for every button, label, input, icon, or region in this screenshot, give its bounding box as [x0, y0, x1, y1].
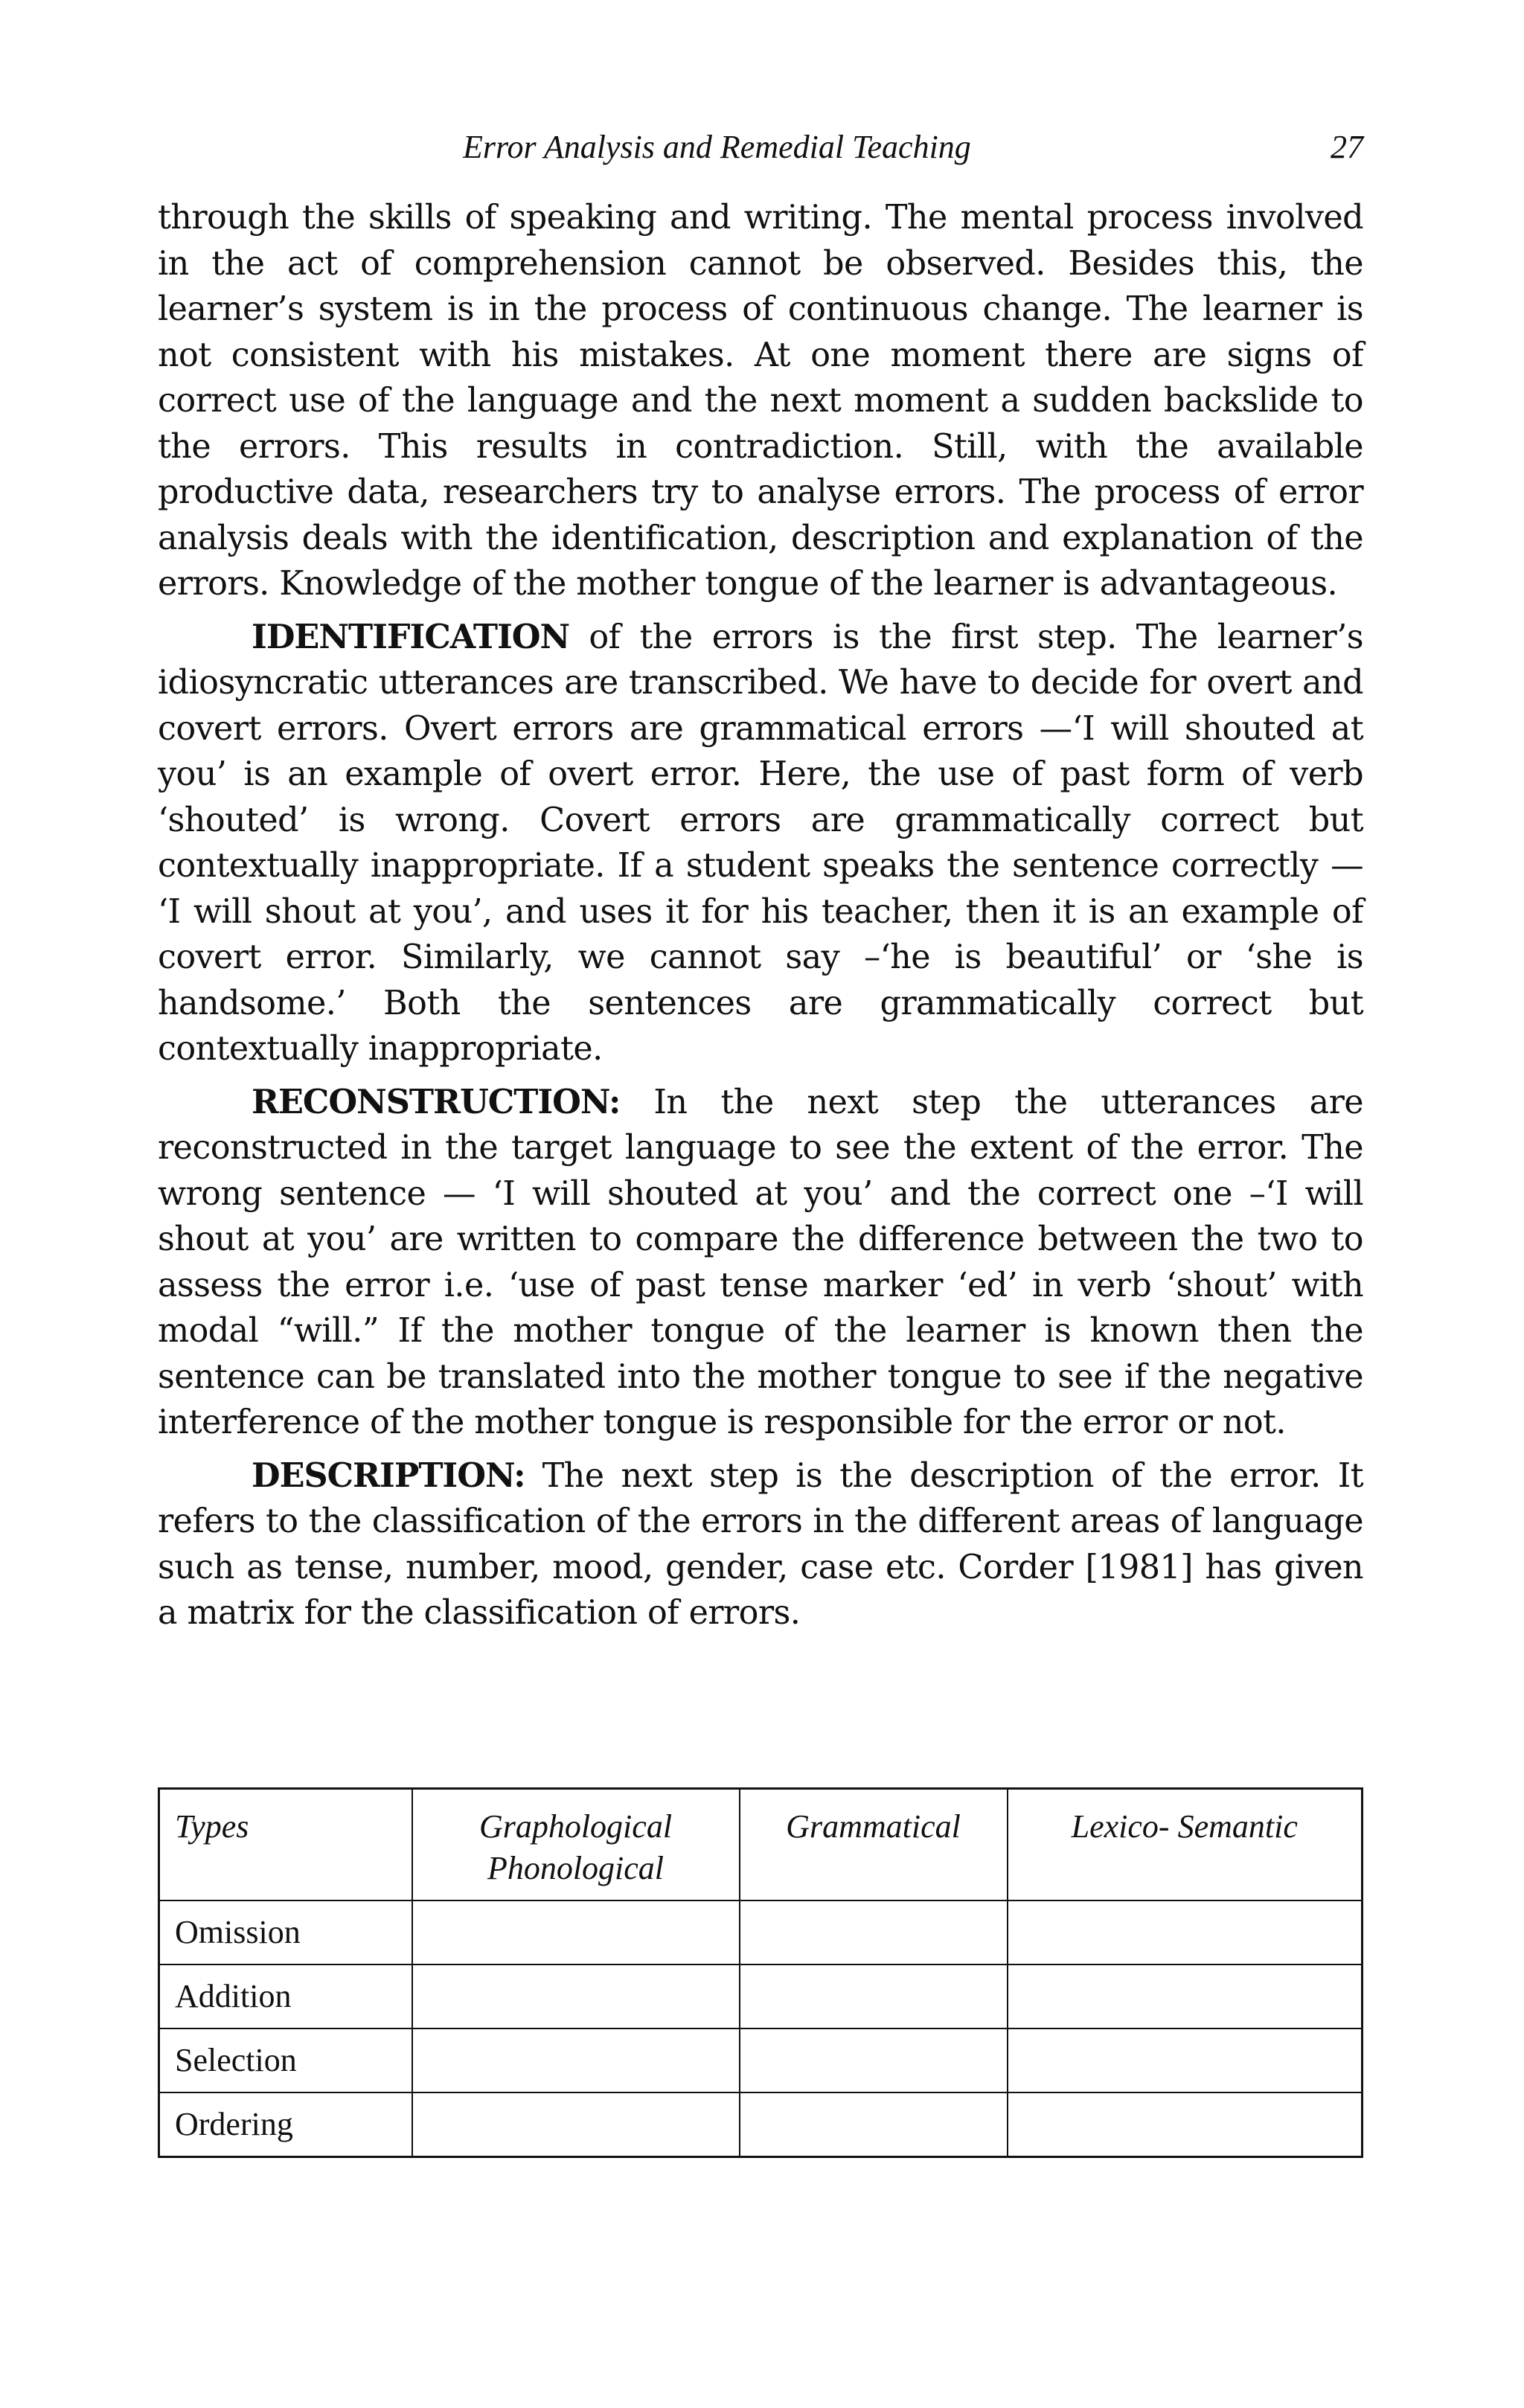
table-cell: [1008, 2092, 1363, 2157]
table-row: [159, 2092, 1363, 2157]
matrix-header-row: [159, 1789, 1363, 1901]
table-row: [159, 2028, 1363, 2092]
table-cell: [1008, 2028, 1363, 2092]
table-cell: [740, 1901, 1008, 1964]
paragraph-reconstruction-text: In the next step the utterances are reconstructed in the target language to see the extent of the error. The wrong sentence — ‘I will shouted at you’ and the correct one –‘I will shout at you’ are written to compare the difference between the two to assess the error i.e. ‘use of past tense marker ‘ed’ in verb ‘shout’ with modal “will.” If the mother tongue of the learner is known then the sentence can be translated into the mother tongue to see if the negative interference of the mother tongue is responsible for the error or not.: [158, 1083, 1363, 1441]
row-label-addition: Addition: [159, 1964, 412, 2028]
table-cell: [740, 2028, 1008, 2092]
table-cell: [1008, 1964, 1363, 2028]
term-reconstruction: RECONSTRUCTION:: [252, 1082, 621, 1121]
header-graphological: Graphological: [478, 1808, 673, 1845]
header-lexico-semantic: Lexico- Semantic: [1008, 1789, 1363, 1901]
paragraph-description: [158, 1453, 1363, 1636]
table-cell: [740, 2092, 1008, 2157]
term-identification: IDENTIFICATION: [252, 617, 570, 656]
term-description: DESCRIPTION:: [252, 1456, 525, 1495]
page-number: 27: [1331, 129, 1363, 165]
table-cell: [412, 2092, 740, 2157]
paragraph-identification: [158, 615, 1363, 1072]
body-text: [158, 195, 1363, 1644]
paragraph-description-text: The next step is the description of the error. It refers to the classification of the errors in the different areas of language such as tense, number, mood, gender, case etc. Corder [1981] has given a matrix for the classification of errors.: [158, 1456, 1363, 1632]
row-label-ordering: Ordering: [159, 2092, 412, 2157]
row-label-omission: Omission: [159, 1901, 412, 1964]
table-cell: [412, 1901, 740, 1964]
table-row: [159, 1901, 1363, 1964]
row-label-selection: Selection: [159, 2028, 412, 2092]
error-classification-matrix: [158, 1787, 1363, 2158]
table-row: [159, 1964, 1363, 2028]
header-phonological: Phonological: [487, 1850, 665, 1886]
paragraph-reconstruction: [158, 1080, 1363, 1446]
header-grammatical: Grammatical: [740, 1789, 1008, 1901]
table-cell: [412, 1964, 740, 2028]
table-cell: [740, 1964, 1008, 2028]
paragraph-intro: [158, 195, 1363, 607]
header-graphological-phonological: [412, 1789, 740, 1901]
header-types: Types: [159, 1789, 412, 1901]
paragraph-intro-text: through the skills of speaking and writing. The mental process involved in the act of comprehension cannot be observed. Besides this, the learner’s system is in the process of continuous change. The learner is not consistent with his mistakes. At one moment there are signs of correct use of the language and the next moment a sudden backslide to the errors. This results in contradiction. Still, with the available productive data, researchers try to analyse errors. The process of error analysis deals with the identification, description and explanation of the errors. Knowledge of the mother tongue of the learner is advantageous.: [158, 199, 1363, 603]
running-title: Error Analysis and Remedial Teaching: [463, 129, 971, 165]
book-page: [158, 0, 1363, 2408]
table-cell: [1008, 1901, 1363, 1964]
paragraph-identification-text: of the errors is the first step. The learner’s idiosyncratic utterances are transcribed. We have to decide for overt and covert errors. Overt errors are grammatical errors —‘I will shouted at you’ is an example of overt error. Here, the use of past form of verb ‘shouted’ is wrong. Covert errors are grammatically correct but contextually inappropriate. If a student speaks the sentence correctly — ‘I will shout at you’, and uses it for his teacher, then it is an example of covert error. Similarly, we cannot say –‘he is beautiful’ or ‘she is handsome.’ Both the sentences are grammatically correct but contextually inappropriate.: [158, 618, 1363, 1068]
running-head: [158, 125, 1363, 170]
table-cell: [412, 2028, 740, 2092]
